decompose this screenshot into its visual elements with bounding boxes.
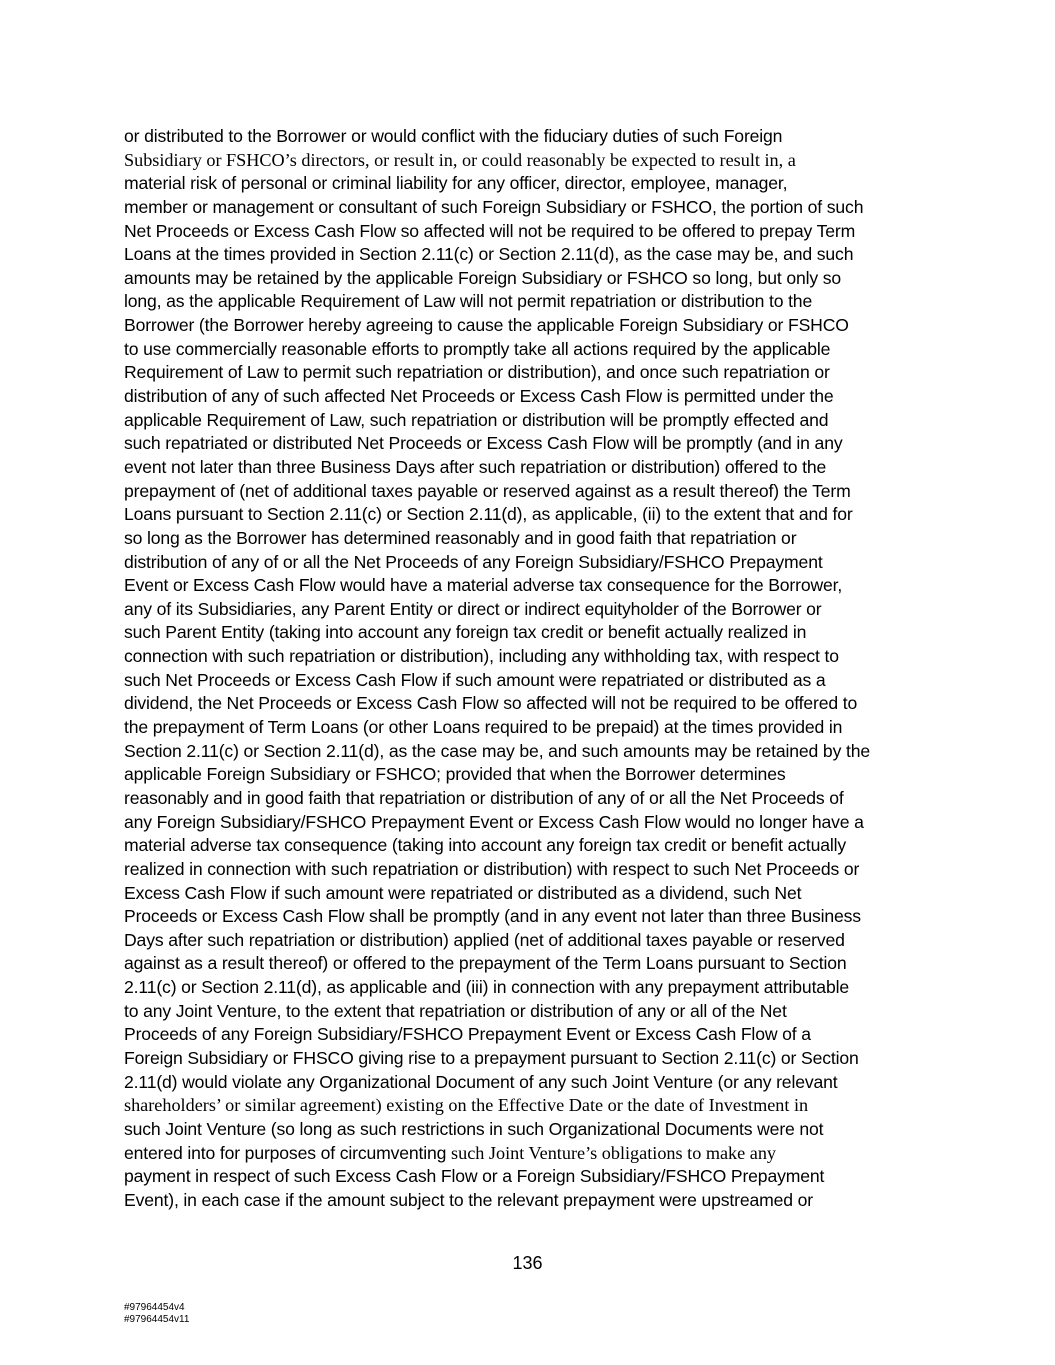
text-line-segment: entered into for purposes of circumventing xyxy=(124,1142,452,1163)
text-line: Loans pursuant to Section 2.11(c) or Section 2.11(d), as applicable, (ii) to the extent that and for xyxy=(124,504,853,525)
text-line: any Foreign Subsidiary/FSHCO Prepayment Event or Excess Cash Flow would no longer have a xyxy=(124,811,864,832)
text-line: Loans at the times provided in Section 2.11(c) or Section 2.11(d), as the case may be, and such xyxy=(124,244,854,265)
text-line: Excess Cash Flow if such amount were repatriated or distributed as a dividend, such Net xyxy=(124,882,802,903)
text-line: reasonably and in good faith that repatriation or distribution of any of or all the Net Proceeds of xyxy=(124,787,844,808)
text-line: or distributed to the Borrower or would conflict with the fiduciary duties of such Foreign xyxy=(124,126,783,146)
text-line: prepayment of (net of additional taxes payable or reserved against as a result thereof) the Term xyxy=(124,480,851,501)
text-line: applicable Requirement of Law, such repatriation or distribution will be promptly effected and xyxy=(124,409,829,430)
text-line: such Parent Entity (taking into account any foreign tax credit or benefit actually realized in xyxy=(124,622,807,643)
text-line: such Joint Venture (so long as such restrictions in such Organizational Documents were not xyxy=(124,1118,824,1139)
text-line: such Net Proceeds or Excess Cash Flow if such amount were repatriated or distributed as a xyxy=(124,669,826,690)
text-line: member or management or consultant of such Foreign Subsidiary or FSHCO, the portion of such xyxy=(124,196,864,217)
text-line: any of its Subsidiaries, any Parent Entity or direct or indirect equityholder of the Borrower or xyxy=(124,598,822,619)
text-line: Proceeds or Excess Cash Flow shall be promptly (and in any event not later than three Business xyxy=(124,906,861,927)
text-line: Borrower (the Borrower hereby agreeing to cause the applicable Foreign Subsidiary or FSHCO xyxy=(124,315,849,336)
text-line: to use commercially reasonable efforts to promptly take all actions required by the applicable xyxy=(124,338,831,359)
text-line: material risk of personal or criminal liability for any officer, director, employee, manager, xyxy=(124,173,788,194)
text-line: connection with such repatriation or distribution), including any withholding tax, with respect to xyxy=(124,646,839,667)
text-line: 2.11(c) or Section 2.11(d), as applicable and (iii) in connection with any prepayment attributable xyxy=(124,977,849,998)
body-text xyxy=(124,125,939,1212)
text-line-segment: such Joint Venture’s obligations to make any xyxy=(451,1142,777,1163)
document-id: #97964454v11 xyxy=(124,1314,190,1325)
text-line: so long as the Borrower has determined reasonably and in good faith that repatriation or xyxy=(124,527,797,548)
text-line: such repatriated or distributed Net Proceeds or Excess Cash Flow will be promptly (and in any xyxy=(124,433,843,454)
text-line: Event), in each case if the amount subject to the relevant prepayment were upstreamed or xyxy=(124,1189,813,1210)
document-id: #97964454v4 xyxy=(124,1302,185,1313)
text-line xyxy=(124,1142,939,1166)
text-line: against as a result thereof) or offered to the prepayment of the Term Loans pursuant to Section xyxy=(124,953,847,974)
text-line: distribution of any of or all the Net Proceeds of any Foreign Subsidiary/FSHCO Prepayment xyxy=(124,551,823,572)
text-line: realized in connection with such repatriation or distribution) with respect to such Net Proceeds or xyxy=(124,858,860,879)
text-line: Section 2.11(c) or Section 2.11(d), as the case may be, and such amounts may be retained by the xyxy=(124,740,870,761)
text-line: to any Joint Venture, to the extent that repatriation or distribution of any or all of the Net xyxy=(124,1000,787,1021)
document-ids xyxy=(124,1302,189,1326)
text-line: payment in respect of such Excess Cash Flow or a Foreign Subsidiary/FSHCO Prepayment xyxy=(124,1166,825,1187)
text-line: the prepayment of Term Loans (or other Loans required to be prepaid) at the times provided in xyxy=(124,717,843,738)
text-line: event not later than three Business Days after such repatriation or distribution) offered to the xyxy=(124,456,827,477)
text-line: material adverse tax consequence (taking into account any foreign tax credit or benefit actually xyxy=(124,835,847,856)
page-number: 136 xyxy=(512,1253,543,1273)
text-line: distribution of any of such affected Net Proceeds or Excess Cash Flow is permitted under the xyxy=(124,386,834,407)
text-line: Foreign Subsidiary or FHSCO giving rise to a prepayment pursuant to Section 2.11(c) or Section xyxy=(124,1047,859,1068)
text-line: Net Proceeds or Excess Cash Flow so affected will not be required to be offered to prepay Term xyxy=(124,220,856,241)
text-line: Requirement of Law to permit such repatriation or distribution), and once such repatriation or xyxy=(124,362,830,383)
text-line: shareholders’ or similar agreement) existing on the Effective Date or the date of Investment in xyxy=(124,1095,809,1116)
text-line: 2.11(d) would violate any Organizational Document of any such Joint Venture (or any relevant xyxy=(124,1071,838,1092)
text-line: Event or Excess Cash Flow would have a material adverse tax consequence for the Borrower, xyxy=(124,575,843,596)
text-line: Proceeds of any Foreign Subsidiary/FSHCO Prepayment Event or Excess Cash Flow of a xyxy=(124,1024,811,1045)
text-line: applicable Foreign Subsidiary or FSHCO; provided that when the Borrower determines xyxy=(124,764,786,785)
text-line: Days after such repatriation or distribution) applied (net of additional taxes payable or reserved xyxy=(124,929,845,950)
text-line: amounts may be retained by the applicable Foreign Subsidiary or FSHCO so long, but only so xyxy=(124,267,842,288)
text-line: Subsidiary or FSHCO’s directors, or result in, or could reasonably be expected to result in, a xyxy=(124,149,796,170)
text-line: long, as the applicable Requirement of Law will not permit repatriation or distribution to the xyxy=(124,291,813,312)
text-line: dividend, the Net Proceeds or Excess Cash Flow so affected will not be required to be offered to xyxy=(124,693,858,714)
